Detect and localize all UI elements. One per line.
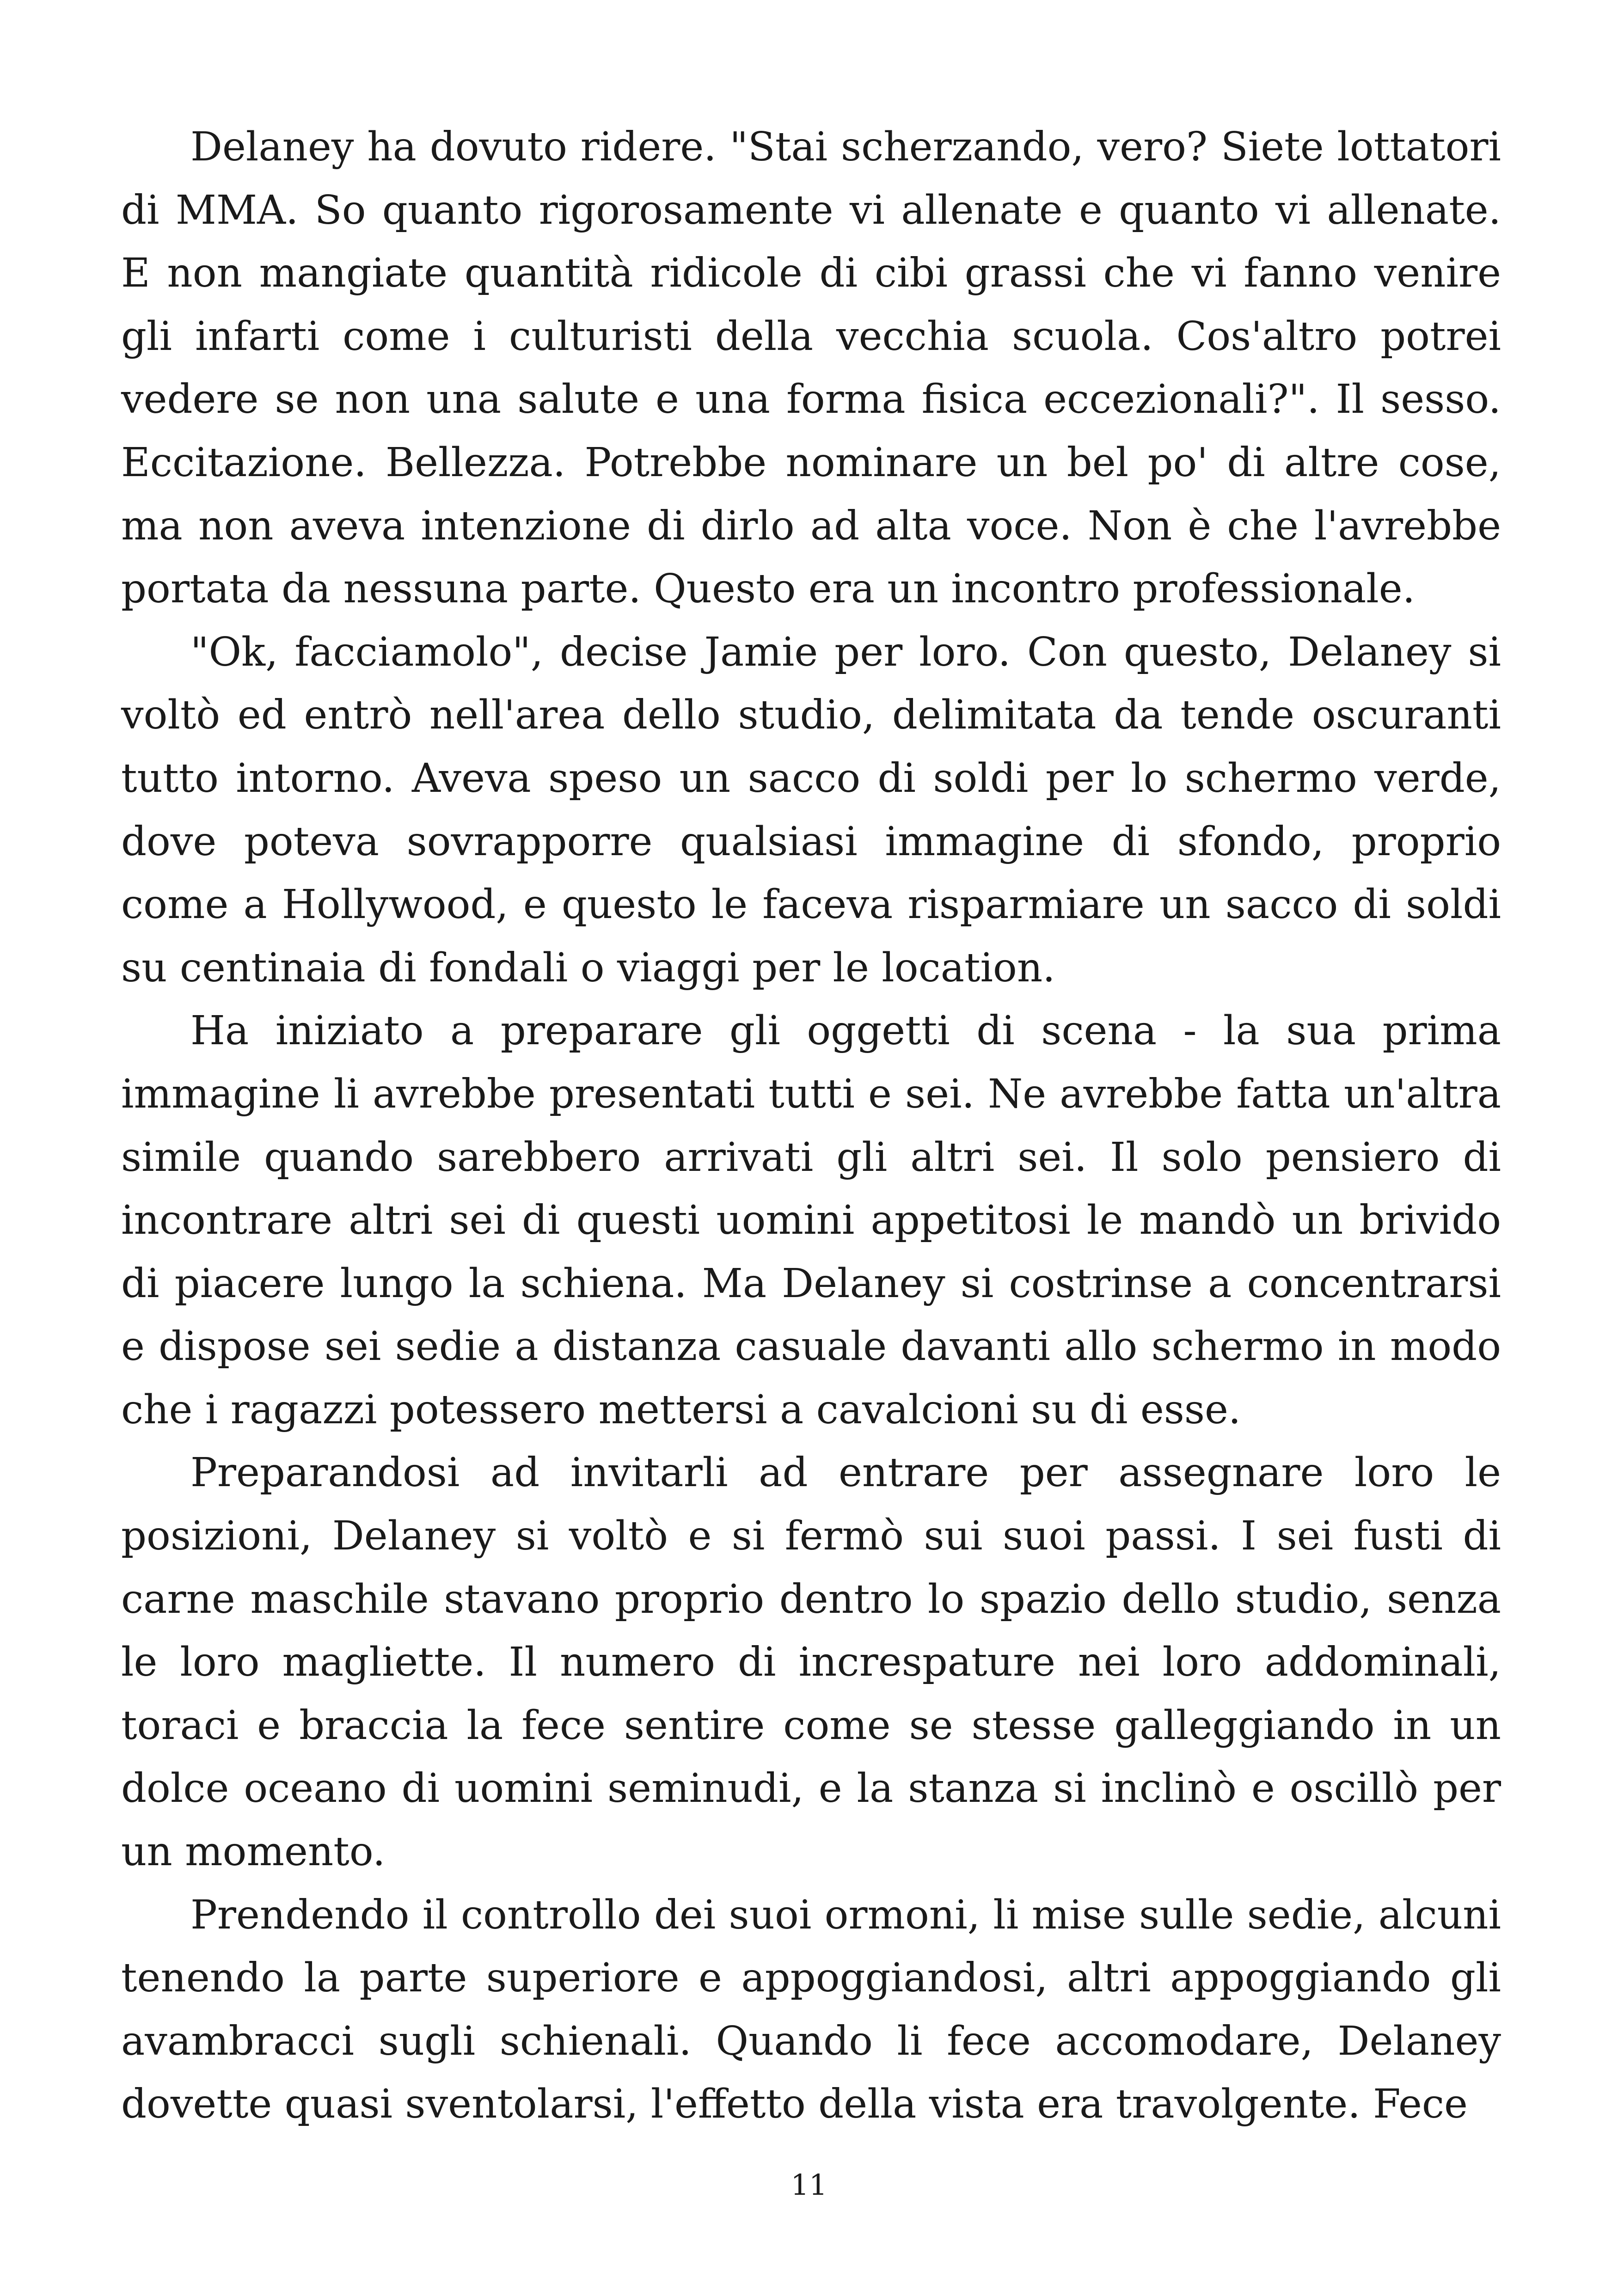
paragraph-5: Prendendo il controllo dei suoi ormoni, li mise sulle sedie, alcuni tenendo la parte superiore e appoggiandosi, altri appoggiando gli avambracci sugli schienali. Quando li fece accomodare, Delaney dovette quasi sventolarsi, l'effetto della vista era travolgente. Fece: [121, 1892, 1501, 2128]
body-text: [121, 116, 1501, 2136]
paragraph-4: Preparandosi ad invitarli ad entrare per assegnare loro le posizioni, Delaney si voltò e si fermò sui suoi passi. I sei fusti di carne maschile stavano proprio dentro lo spazio dello studio, senza le loro magliette. Il numero di increspature nei loro addominali, toraci e braccia la fece sentire come se stesse galleggiando in un dolce oceano di uomini seminudi, e la stanza si inclinò e oscillò per un momento.: [121, 1450, 1501, 1875]
paragraph-3: Ha iniziato a preparare gli oggetti di scena - la sua prima immagine li avrebbe presentati tutti e sei. Ne avrebbe fatta un'altra simile quando sarebbero arrivati gli altri sei. Il solo pensiero di incontrare altri sei di questi uomini appetitosi le mandò un brivido di piacere lungo la schiena. Ma Delaney si costrinse a concentrarsi e dispose sei sedie a distanza casuale davanti allo schermo in modo che i ragazzi potessero mettersi a cavalcioni su di esse.: [121, 1008, 1501, 1433]
paragraph-1: Delaney ha dovuto ridere. "Stai scherzando, vero? Siete lottatori di MMA. So quanto rigorosamente vi allenate e quanto vi allenate. E non mangiate quantità ridicole di cibi grassi che vi fanno venire gli infarti come i culturisti della vecchia scuola. Cos'altro potrei vedere se non una salute e una forma fisica eccezionali?". Il sesso. Eccitazione. Bellezza. Potrebbe nominare un bel po' di altre cose, ma non aveva intenzione di dirlo ad alta voce. Non è che l'avrebbe portata da nessuna parte. Questo era un incontro professionale.: [121, 124, 1501, 612]
paragraph-2: "Ok, facciamolo", decise Jamie per loro. Con questo, Delaney si voltò ed entrò nell'area dello studio, delimitata da tende oscuranti tutto intorno. Aveva speso un sacco di soldi per lo schermo verde, dove poteva sovrapporre qualsiasi immagine di sfondo, proprio come a Hollywood, e questo le faceva risparmiare un sacco di soldi su centinaia di fondali o viaggi per le location.: [121, 629, 1501, 991]
page-number: 11: [791, 2168, 827, 2202]
